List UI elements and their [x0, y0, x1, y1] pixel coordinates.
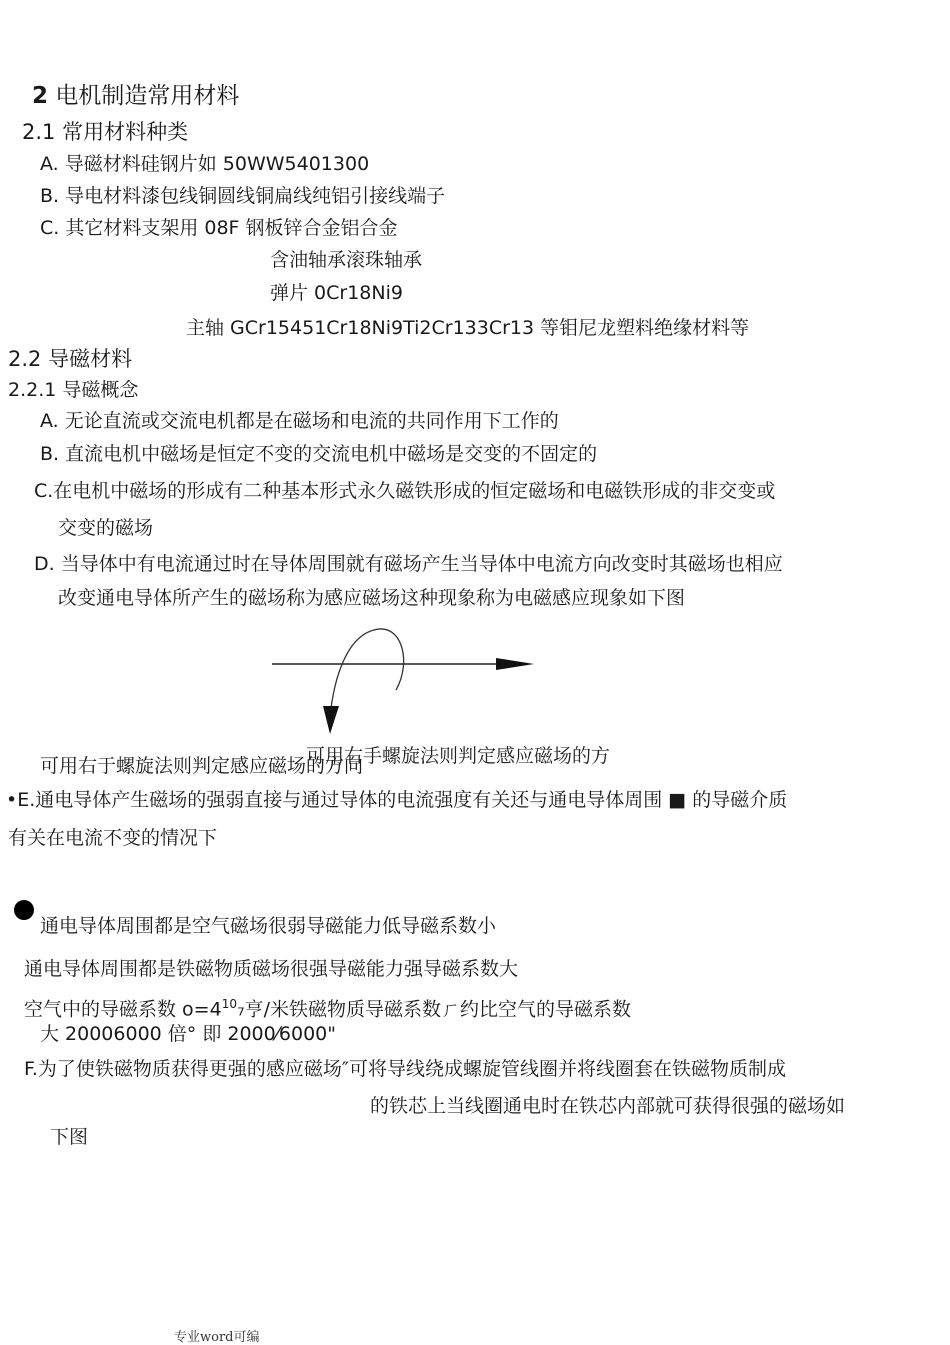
section-number: 2.1: [22, 120, 56, 144]
list-item-b: B. 导电材料漆包线铜圆线铜扁线纯铝引接线端子: [40, 185, 446, 207]
list-item-c: C. 其它材料支架用 08F 钢板锌合金铝合金: [40, 217, 398, 239]
page-footer: 专业word可编: [174, 1330, 260, 1345]
item-e-line1: •E.通电导体产生磁场的强弱直接与通过导体的电流强度有关还与通电导体周围 ■ 的导磁介质: [6, 789, 788, 811]
chapter-heading: [32, 82, 239, 110]
field-arrowhead: [323, 706, 339, 734]
section-2-2-heading: [8, 346, 132, 372]
concept-item-c-line2: 交变的磁场: [58, 517, 154, 539]
section-number: 2.2: [8, 347, 42, 371]
air-permeability-line: [24, 992, 631, 1021]
permeability-ratio-line: 大 20006000 倍° 即 2000⁄6000": [40, 1023, 336, 1045]
chapter-title: 电机制造常用材料: [55, 83, 240, 109]
section-title: 导磁概念: [62, 379, 139, 401]
figure-caption-text: 可用右手螺旋法则判定感应磁场的方: [306, 745, 611, 767]
chapter-number: 2: [32, 83, 49, 109]
item-f-line2: 的铁芯上当线圈通电时在铁芯内部就可获得很强的磁场如: [370, 1095, 846, 1117]
air-permeability-post: ₇亨/米铁磁物质导磁系数ㄏ约比空气的导磁系数: [236, 998, 631, 1021]
magnetic-field-arc: [330, 629, 404, 717]
concept-item-b: B. 直流电机中磁场是恒定不变的交流电机中磁场是交变的不固定的: [40, 443, 598, 465]
air-permeability-pre: 空气中的导磁系数 o=4: [24, 998, 222, 1021]
section-number: 2.2.1: [8, 379, 57, 401]
concept-item-a: A. 无论直流或交流电机都是在磁场和电流的共同作用下工作的: [40, 410, 559, 432]
concept-item-d-line1: D. 当导体中有电流通过时在导体周围就有磁场产生当导体中电流方向改变时其磁场也相应: [34, 553, 783, 575]
item-e-line2: 有关在电流不变的情况下: [8, 827, 218, 849]
air-permeability-exponent: 10: [221, 997, 237, 1011]
bullet-air-line: 通电导体周围都是空气磁场很弱导磁能力低导磁系数小: [40, 915, 497, 937]
electromagnetic-induction-figure: [262, 622, 562, 742]
figure-caption-clipped: [306, 744, 676, 767]
bullet-iron-line: 通电导体周围都是铁磁物质磁场很强导磁能力强导磁系数大: [24, 958, 519, 980]
concept-item-c-line1: C.在电机中磁场的形成有二种基本形式永久磁铁形成的恒定磁场和电磁铁形成的非交变或: [34, 480, 776, 502]
list-item-a: A. 导磁材料硅钢片如 50WW5401300: [40, 153, 370, 175]
list-item-c-bearing: 含油轴承滚珠轴承: [270, 249, 423, 271]
section-title: 导磁材料: [48, 347, 133, 371]
right-hand-rule-line: 可用右于螺旋法则判定感应磁场的方向: [40, 755, 364, 777]
item-f-line1: F.为了使铁磁物质获得更强的感应磁场″可将导线绕成螺旋管线圈并将线圈套在铁磁物质制成: [24, 1058, 787, 1080]
list-item-c-spring: 弹片 0Cr18Ni9: [270, 282, 403, 304]
current-arrowhead: [496, 658, 534, 670]
item-f-line3: 下图: [50, 1126, 89, 1148]
concept-item-d-line2: 改变通电导体所产生的磁场称为感应磁场这种现象称为电磁感应现象如下图: [58, 587, 686, 609]
list-item-c-shaft: 主轴 GCr15451Cr18Ni9Ti2Cr133Cr13 等钼尼龙塑料绝缘材料等: [186, 317, 750, 339]
section-2-2-1-heading: [8, 378, 138, 402]
bullet-dot: [12, 898, 36, 922]
section-title: 常用材料种类: [62, 120, 189, 144]
section-2-1-heading: [22, 119, 188, 145]
